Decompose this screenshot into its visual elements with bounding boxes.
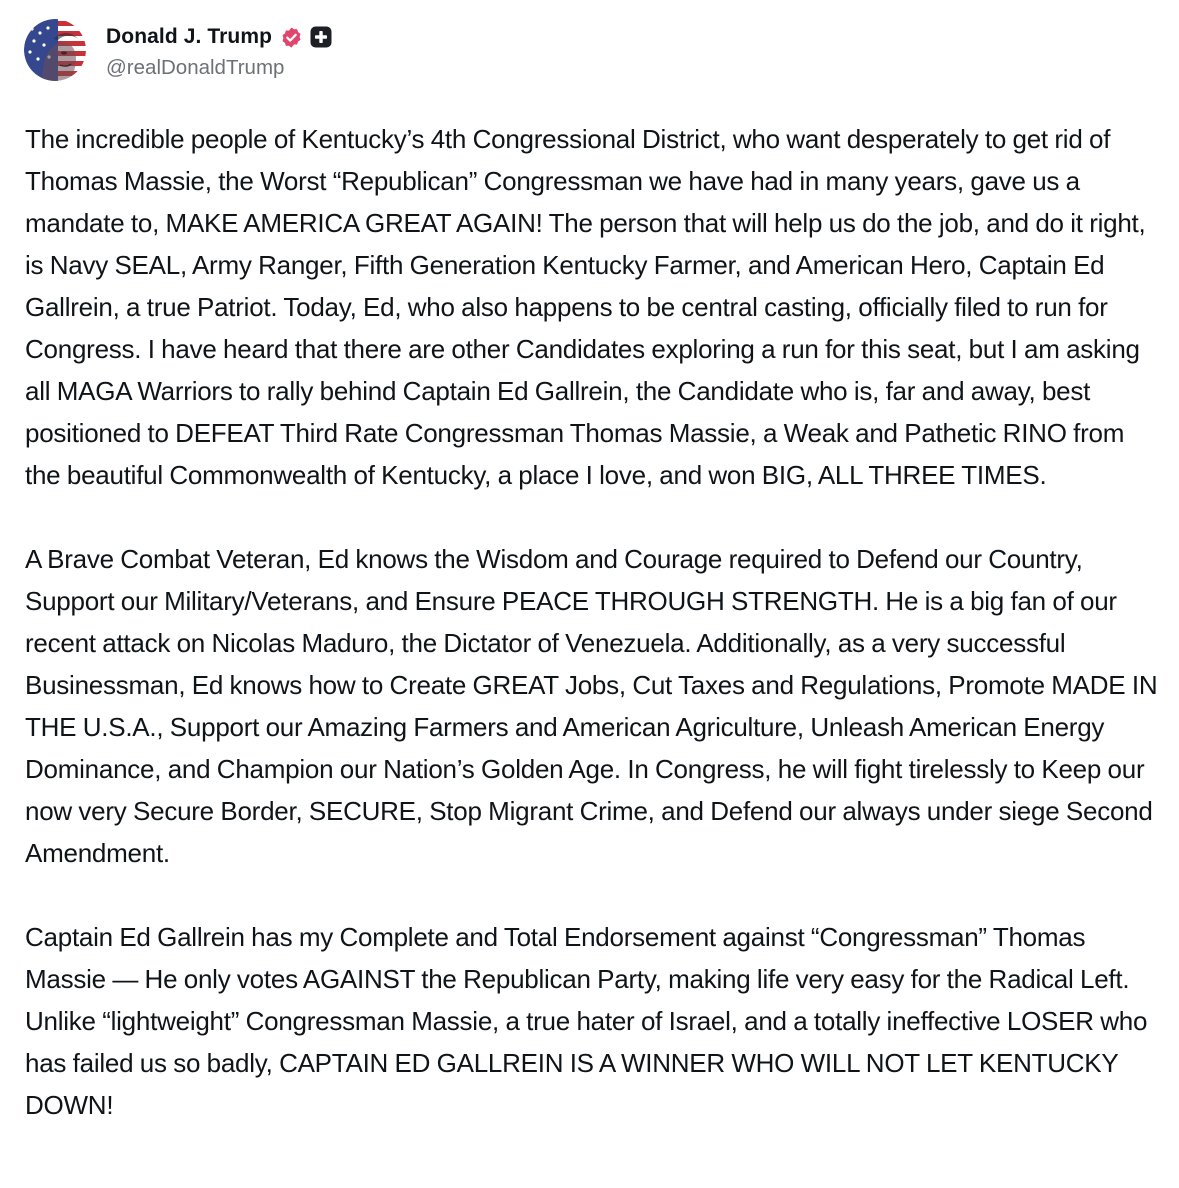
post-header xyxy=(24,17,332,83)
author-identity xyxy=(106,20,332,80)
author-handle[interactable]: @realDonaldTrump xyxy=(106,56,285,79)
avatar-image xyxy=(24,19,86,81)
author-display-name[interactable]: Donald J. Trump xyxy=(106,25,273,48)
post-body xyxy=(25,118,1165,1126)
name-row xyxy=(106,20,332,54)
avatar[interactable] xyxy=(24,19,86,81)
plus-badge-icon xyxy=(310,26,332,48)
post-paragraph-1: The incredible people of Kentucky’s 4th Congressional District, who want desperately to get rid of Thomas Massie, the Worst “Republican” Congressman we have had in many years, gave us a mandate to, MAKE AMERICA GREAT AGAIN! The person that will help us do the job, and do it right, is Navy SEAL, Army Ranger, Fifth Generation Kentucky Farmer, and American Hero, Captain Ed Gallrein, a true Patriot. Today, Ed, who also happens to be central casting, officially filed to run for Congress. I have heard that there are other Candidates exploring a run for this seat, but I am asking all MAGA Warriors to rally behind Captain Ed Gallrein, the Candidate who is, far and away, best positioned to DEFEAT Third Rate Congressman Thomas Massie, a Weak and Pathetic RINO from the beautiful Commonwealth of Kentucky, a place I love, and won BIG, ALL THREE TIMES. xyxy=(25,124,1146,490)
post-paragraph-3: Captain Ed Gallrein has my Complete and Total Endorsement against “Congressman” Thomas Massie — He only votes AGAINST the Republican Party, making life very easy for the Radical Left. Unlike “lightweight” Congressman Massie, a true hater of Israel, and a totally ineffective LOSER who has failed us so badly, CAPTAIN ED GALLREIN IS A WINNER WHO WILL NOT LET KENTUCKY DOWN! xyxy=(25,922,1148,1120)
verified-badge-icon xyxy=(280,26,303,49)
post-paragraph-2: A Brave Combat Veteran, Ed knows the Wisdom and Courage required to Defend our Country, Support our Military/Veterans, and Ensure PEACE THROUGH STRENGTH. He is a big fan of our recent attack on Nicolas Maduro, the Dictator of Venezuela. Additionally, as a very successful Businessman, Ed knows how to Create GREAT Jobs, Cut Taxes and Regulations, Promote MADE IN THE U.S.A., Support our Amazing Farmers and American Agriculture, Unleash American Energy Dominance, and Champion our Nation’s Golden Age. In Congress, he will fight tirelessly to Keep our now very Secure Border, SECURE, Stop Migrant Crime, and Defend our always under siege Second Amendment. xyxy=(25,544,1158,868)
